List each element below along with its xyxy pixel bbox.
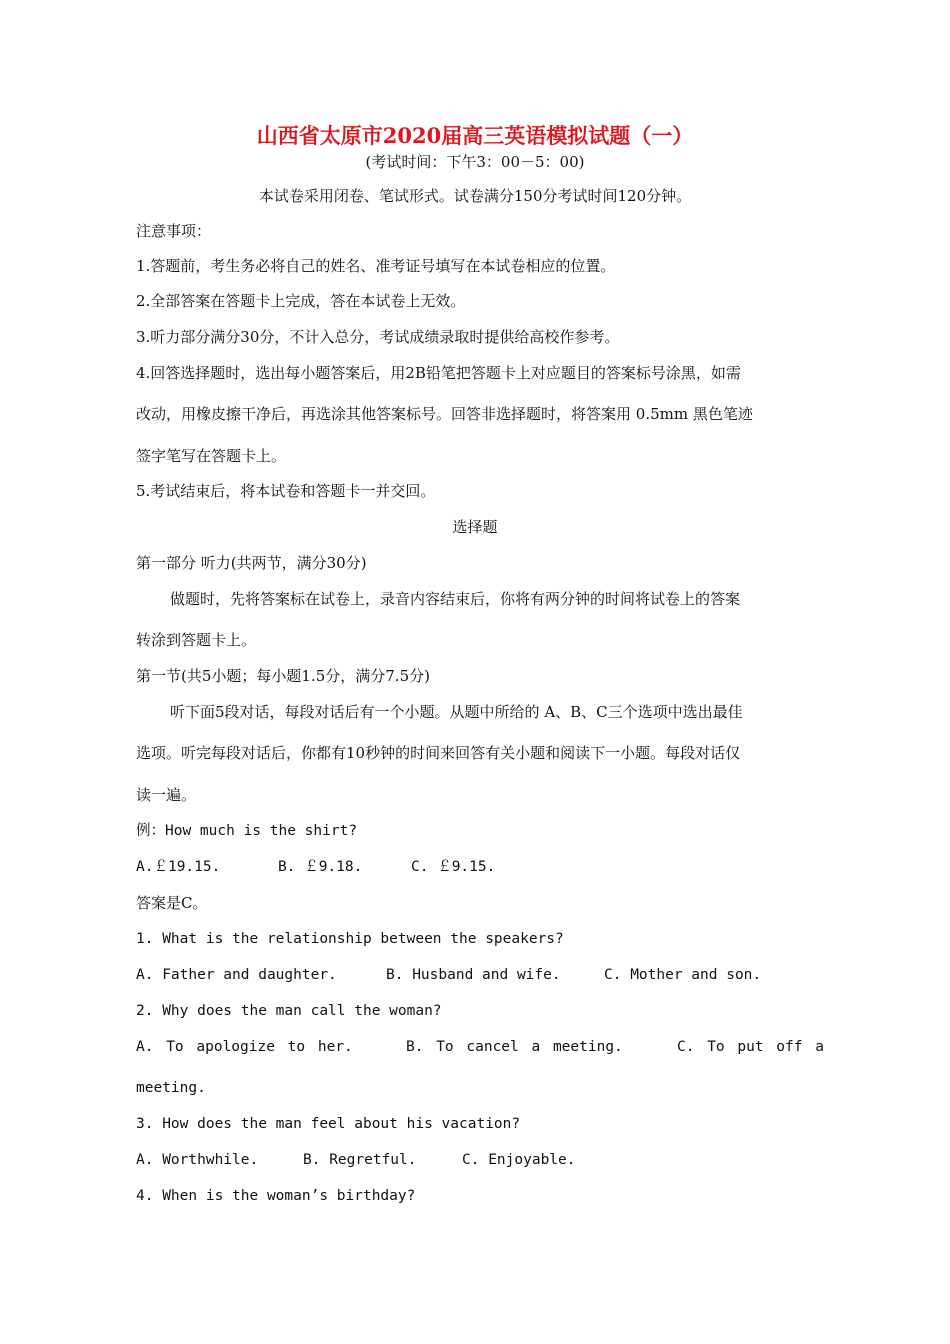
note-item-4-line-1: 4.回答选择题时，选出每小题答案后，用2B铅笔把答题卡上对应题目的答案标号涂黑，如需 bbox=[136, 364, 741, 382]
note-item-2: 2.全部答案在答题卡上完成，答在本试卷上无效。 bbox=[136, 292, 466, 310]
note-item-4-line-3: 签字笔写在答题卡上。 bbox=[136, 447, 287, 465]
example-answer: 答案是C。 bbox=[136, 894, 208, 912]
example-question: 例：How much is the shirt? bbox=[136, 823, 358, 839]
example-option-c: C. ￡9.15. bbox=[411, 859, 496, 875]
question-2-option-c: C. To put off a bbox=[677, 1039, 824, 1055]
section1-instruction-line-2: 选项。听完每段对话后，你都有10秒钟的时间来回答有关小题和阅读下一小题。每段对话仅 bbox=[136, 744, 741, 762]
note-item-4-line-2: 改动，用橡皮擦干净后，再选涂其他答案标号。回答非选择题时，将答案用 0.5mm 黑色笔迹 bbox=[136, 405, 753, 423]
example-option-b: B. ￡9.18. bbox=[278, 859, 363, 875]
question-1-option-a: A. Father and daughter. bbox=[136, 967, 337, 983]
example-option-a: A.￡19.15. bbox=[136, 859, 221, 875]
exam-time: (考试时间：下午3：00－5：00) bbox=[365, 153, 585, 171]
part1-title: 第一部分 听力(共两节，满分30分) bbox=[136, 554, 367, 572]
section1-instruction-line-1: 听下面5段对话，每段对话后有一个小题。从题中所给的 A、B、C三个选项中选出最佳 bbox=[170, 703, 743, 721]
notes-heading: 注意事项： bbox=[136, 222, 212, 240]
exam-title: 山西省太原市2020届高三英语模拟试题（一） bbox=[256, 123, 694, 148]
question-2-option-a: A. To apologize to her. bbox=[136, 1039, 353, 1055]
section1-instruction-line-3: 读一遍。 bbox=[136, 786, 197, 804]
question-2-option-b: B. To cancel a meeting. bbox=[406, 1039, 623, 1055]
section-heading: 选择题 bbox=[452, 518, 498, 536]
exam-intro: 本试卷采用闭卷、笔试形式。试卷满分150分考试时间120分钟。 bbox=[258, 187, 692, 205]
part1-instruction-line-2: 转涂到答题卡上。 bbox=[136, 631, 257, 649]
question-3: 3. How does the man feel about his vacation? bbox=[136, 1116, 521, 1132]
question-2-option-c-continued: meeting. bbox=[136, 1080, 206, 1096]
note-item-3: 3.听力部分满分30分，不计入总分，考试成绩录取时提供给高校作参考。 bbox=[136, 328, 620, 346]
question-1-option-c: C. Mother and son. bbox=[604, 967, 762, 983]
note-item-5: 5.考试结束后，将本试卷和答题卡一并交回。 bbox=[136, 482, 436, 500]
question-1-option-b: B. Husband and wife. bbox=[386, 967, 561, 983]
question-3-option-b: B. Regretful. bbox=[303, 1152, 417, 1168]
note-item-1: 1.答题前，考生务必将自己的姓名、准考证号填写在本试卷相应的位置。 bbox=[136, 257, 616, 275]
question-2: 2. Why does the man call the woman? bbox=[136, 1003, 442, 1019]
section1-title: 第一节(共5小题；每小题1.5分，满分7.5分) bbox=[136, 667, 430, 685]
question-3-option-c: C. Enjoyable. bbox=[462, 1152, 576, 1168]
part1-instruction-line-1: 做题时，先将答案标在试卷上，录音内容结束后，你将有两分钟的时间将试卷上的答案 bbox=[170, 590, 741, 608]
question-1: 1. What is the relationship between the speakers? bbox=[136, 931, 564, 947]
question-4: 4. When is the woman’s birthday? bbox=[136, 1188, 416, 1204]
question-3-option-a: A. Worthwhile. bbox=[136, 1152, 259, 1168]
